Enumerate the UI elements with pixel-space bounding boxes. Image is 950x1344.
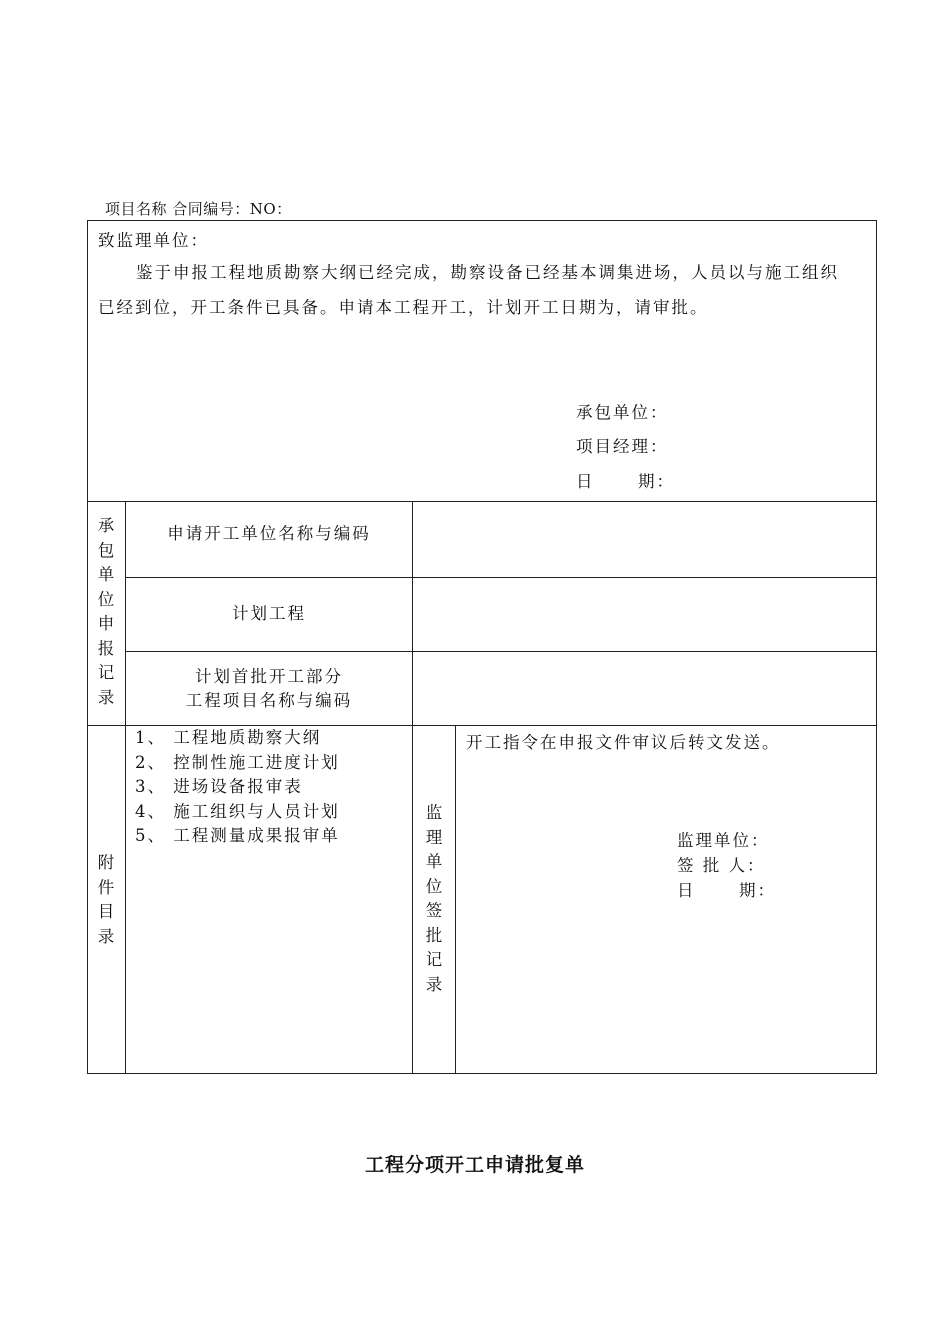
supervisor-record-side-label: 监 理 单 位 签 批 记 录 <box>425 803 443 994</box>
request-body-line1: 鉴于申报工程地质勘察大纲已经完成，勘察设备已经基本调集进场，人员以与施工组织 <box>136 263 839 282</box>
contractor-label: 承包单位： <box>576 403 669 422</box>
signer-label: 签 批 人： <box>677 856 766 875</box>
request-body-line2: 已经到位，开工条件已具备。申请本工程开工，计划开工日期为，请审批。 <box>98 298 709 317</box>
applicant-unit-name-code-label: 申请开工单位名称与编码 <box>167 524 371 543</box>
start-instruction: 开工指令在申报文件审议后转文发送。 <box>466 733 781 752</box>
application-form-table <box>87 220 877 1074</box>
divider <box>125 501 126 1073</box>
addressee: 致监理单位： <box>98 231 209 250</box>
date-label: 日 期： <box>576 472 675 491</box>
list-item: 3、 进场设备报审表 <box>135 777 303 796</box>
supervisor-unit-label: 监理单位： <box>677 831 770 850</box>
supervisor-date-label: 日 期： <box>677 881 776 900</box>
project-manager-label: 项目经理： <box>576 437 669 456</box>
divider <box>88 501 876 502</box>
divider <box>412 501 413 1073</box>
planned-works-label: 计划工程 <box>232 604 306 623</box>
divider <box>126 651 876 652</box>
list-item: 2、 控制性施工进度计划 <box>135 752 340 772</box>
attachments-list <box>135 726 340 849</box>
list-item: 1、 工程地质勘察大纲 <box>135 728 322 747</box>
page-title: 工程分项开工申请批复单 <box>364 1154 585 1176</box>
list-item: 5、 工程测量成果报审单 <box>135 826 340 845</box>
contractor-record-side-label: 承 包 单 位 申 报 记 录 <box>97 516 115 707</box>
first-batch-items-label: 计划首批开工部分 工程项目名称与编码 <box>185 667 353 710</box>
list-item: 4、 施工组织与人员计划 <box>135 801 340 821</box>
attachments-side-label: 附 件 目 录 <box>97 853 115 946</box>
divider <box>455 725 456 1073</box>
header-line: 项目名称 合同编号：NO： <box>105 200 292 218</box>
divider <box>126 577 876 578</box>
